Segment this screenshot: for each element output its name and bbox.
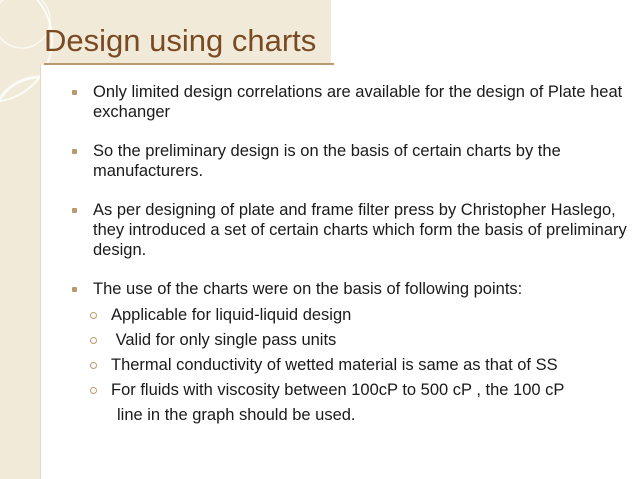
bullet-marker [72,287,77,292]
sub-bullet-list [70,305,630,426]
sub-bullet-text: Applicable for liquid-liquid design [111,306,352,324]
bullet-text: So the preliminary design is on the basis of certain charts by the manufacturers. [93,142,561,180]
bullet-marker [72,208,77,213]
sub-bullet-text: Thermal conductivity of wetted material is same as that of SS [111,356,558,374]
sub-bullet-continuation: line in the graph should be used. [117,406,356,424]
sub-bullet-marker [90,312,97,319]
slide-content [70,82,630,426]
sub-bullet-text: Valid for only single pass units [111,331,337,349]
title-underline [44,63,334,65]
sub-bullet-marker [90,337,97,344]
bullet-item [70,279,630,299]
sub-bullet-text: For fluids with viscosity between 100cP to 500 cP , the 100 cP [111,381,565,399]
slide-title: Design using charts [44,23,317,58]
bullet-item [70,82,630,122]
sub-bullet-item [70,380,630,401]
bullet-text: The use of the charts were on the basis of following points: [93,280,523,298]
bullet-text: As per designing of plate and frame filter press by Christopher Haslego, they introduced a set of certain charts which form the basis of preliminary design. [93,201,627,259]
bullet-marker [72,149,77,154]
sub-bullet-marker [90,362,97,369]
sub-bullet-item [70,330,630,351]
sub-bullet-item [70,305,630,326]
vertical-rule [40,65,41,479]
sub-bullet-item [70,355,630,376]
bullet-item [70,200,630,260]
bullet-item [70,141,630,181]
bullet-marker [72,90,77,95]
sub-bullet-marker [90,387,97,394]
bullet-text: Only limited design correlations are available for the design of Plate heat exchanger [93,83,623,121]
